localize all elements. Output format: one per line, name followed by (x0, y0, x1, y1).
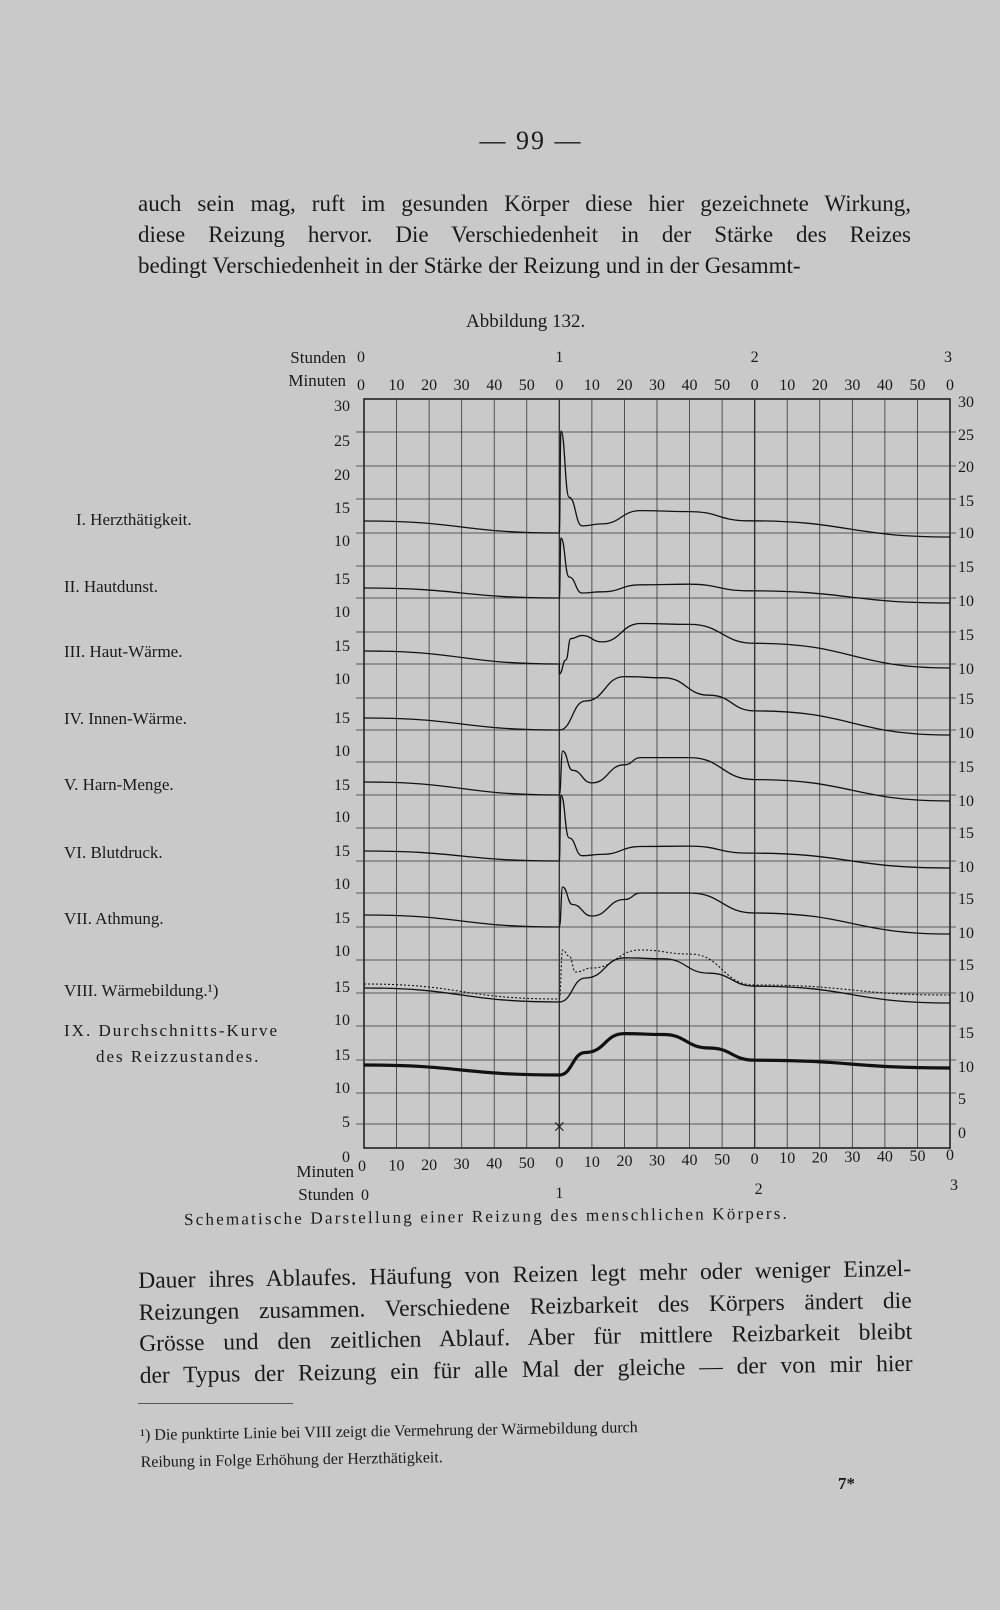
y-tick-label-left: 10 (334, 671, 350, 688)
y-tick-label-right: 5 (958, 1091, 966, 1108)
y-tick-label-left: 25 (334, 433, 350, 450)
series-label: I. Herzthätigkeit. (76, 510, 192, 529)
text-line: diese Reizung hervor. Die Verschiedenheit in der Stärke des Reizes (138, 222, 911, 247)
footnote-line: Reibung in Folge Erhöhung der Herzthätigkeit. (140, 1449, 443, 1471)
text-line: Reizungen zusammen. Verschiedene Reizbarkeit des Körpers ändert die (138, 1287, 912, 1326)
bottom-minutes-tick: 20 (616, 1153, 633, 1171)
figure-title: Abbildung 132. (466, 311, 586, 332)
bottom-minutes-tick: 10 (583, 1153, 600, 1171)
top-minutes-tick: 0 (946, 377, 954, 394)
series-label: IV. Innen-Wärme. (64, 709, 187, 728)
top-minutes-tick: 50 (714, 377, 731, 394)
bottom-hours-tick: 0 (361, 1187, 369, 1204)
y-tick-label-right: 30 (958, 394, 974, 411)
series-label: II. Hautdunst. (64, 577, 158, 596)
top-minutes-tick: 0 (555, 377, 564, 394)
top-minutes-tick: 20 (811, 377, 828, 394)
y-tick-label-left: 15 (334, 500, 350, 517)
y-tick-label-right: 15 (958, 493, 974, 510)
y-tick-label-left: 0 (342, 1149, 350, 1166)
top-minutes-tick: 40 (876, 377, 893, 394)
y-tick-label-right: 10 (958, 1059, 974, 1076)
top-minutes-tick: 10 (779, 377, 796, 394)
top-hours-tick: 2 (750, 349, 759, 366)
y-tick-label-left: 15 (334, 1047, 350, 1064)
top-minutes-tick: 30 (649, 377, 665, 394)
series-label-line2: des Reizzustandes. (96, 1047, 261, 1066)
bottom-minutes-tick: 50 (909, 1147, 926, 1165)
y-tick-label-right: 15 (958, 957, 974, 974)
y-tick-label-left: 5 (342, 1114, 350, 1131)
y-tick-label-left: 15 (334, 979, 350, 996)
top-minutes-tick: 10 (583, 377, 600, 394)
bottom-minutes-tick: 50 (518, 1155, 535, 1172)
y-tick-label-left: 15 (334, 638, 350, 655)
top-hours-tick: 0 (357, 349, 365, 366)
bottom-minutes-tick: 50 (714, 1151, 731, 1169)
top-minutes-tick: 50 (909, 377, 926, 394)
bottom-minutes-tick: 0 (358, 1158, 366, 1175)
top-minutes-label: Minuten (288, 371, 346, 390)
stimulus-marker: × (553, 1114, 566, 1139)
y-tick-label-right: 15 (958, 559, 974, 576)
y-tick-label-left: 10 (334, 533, 350, 550)
series-label: V. Harn-Menge. (64, 775, 174, 794)
y-tick-label-right: 10 (958, 793, 974, 810)
bottom-hours-tick: 1 (555, 1185, 564, 1202)
y-tick-label-right: 10 (958, 525, 974, 542)
top-minutes-tick: 20 (616, 377, 633, 394)
series-label: III. Haut-Wärme. (64, 642, 183, 661)
y-tick-label-right: 10 (958, 989, 974, 1006)
bottom-minutes-tick: 30 (453, 1156, 470, 1174)
top-minutes-tick: 50 (518, 377, 535, 394)
y-tick-label-left: 30 (334, 398, 350, 415)
text-line: der Typus der Reizung ein für alle Mal der gleiche — der von mir hier (139, 1350, 913, 1389)
bottom-minutes-tick: 10 (388, 1157, 405, 1175)
y-tick-label-right: 20 (958, 459, 974, 476)
text-line: bedingt Verschiedenheit in der Stärke der Reizung und in der Gesammt- (138, 253, 801, 278)
text-line: auch sein mag, ruft im gesunden Körper diese hier gezeichnete Wirkung, (138, 191, 911, 216)
series-label: VIII. Wärmebildung.¹) (64, 981, 219, 1000)
y-tick-label-right: 0 (958, 1125, 966, 1142)
top-minutes-tick: 30 (844, 377, 861, 394)
y-tick-label-right: 10 (958, 593, 974, 610)
y-tick-label-right: 10 (958, 725, 974, 742)
y-tick-label-right: 10 (958, 661, 974, 678)
bottom-minutes-tick: 40 (486, 1155, 503, 1173)
y-tick-label-left: 10 (334, 1080, 350, 1097)
bottom-minutes-tick: 0 (555, 1154, 564, 1172)
figure-caption: Schematische Darstellung einer Reizung des menschlichen Körpers. (184, 1203, 790, 1229)
bottom-minutes-tick: 30 (649, 1152, 665, 1170)
series-label: VII. Athmung. (64, 909, 164, 928)
y-tick-label-left: 10 (334, 604, 350, 621)
bottom-minutes-tick: 0 (750, 1150, 759, 1168)
top-minutes-tick: 0 (357, 377, 365, 394)
y-tick-label-right: 15 (958, 891, 974, 908)
y-tick-label-right: 10 (958, 925, 974, 942)
y-tick-label-right: 10 (958, 859, 974, 876)
top-minutes-tick: 20 (421, 377, 438, 394)
y-tick-label-left: 15 (334, 571, 350, 588)
bottom-hours-tick: 3 (950, 1177, 958, 1194)
bottom-minutes-tick: 0 (946, 1147, 954, 1165)
top-hours-tick: 1 (555, 349, 564, 366)
footnote (140, 1410, 911, 1476)
y-tick-label-left: 15 (334, 777, 350, 794)
top-minutes-tick: 10 (388, 377, 405, 394)
y-tick-label-right: 25 (958, 427, 974, 444)
y-tick-label-right: 15 (958, 691, 974, 708)
y-tick-label-left: 10 (334, 809, 350, 826)
signature-mark: 7* (838, 1474, 855, 1493)
text-line: Dauer ihres Ablaufes. Häufung von Reizen legt mehr oder weniger Einzel- (138, 1255, 912, 1294)
paragraph-bottom (138, 1254, 913, 1392)
top-minutes-tick: 0 (750, 377, 759, 394)
y-tick-label-left: 15 (334, 910, 350, 927)
bottom-minutes-tick: 40 (681, 1152, 698, 1169)
y-tick-label-right: 15 (958, 1025, 974, 1042)
bottom-minutes-tick: 20 (421, 1156, 438, 1174)
y-tick-label-left: 20 (334, 467, 350, 484)
y-tick-label-right: 15 (958, 627, 974, 644)
y-tick-label-left: 10 (334, 943, 350, 960)
bottom-minutes-tick: 30 (844, 1149, 861, 1166)
bottom-minutes-tick: 40 (876, 1148, 893, 1166)
top-hours-tick: 3 (944, 349, 952, 366)
top-hours-label: Stunden (290, 348, 346, 367)
top-minutes-tick: 30 (453, 377, 470, 394)
y-tick-label-left: 15 (334, 710, 350, 727)
page-number: — 99 — (479, 126, 583, 155)
y-tick-label-left: 10 (334, 1012, 350, 1029)
series-label: IX. Durchschnitts-Kurve (64, 1021, 280, 1040)
y-tick-label-left: 10 (334, 743, 350, 760)
series-label: VI. Blutdruck. (64, 843, 163, 862)
footnote-rule (138, 1403, 293, 1404)
bottom-minutes-tick: 10 (779, 1150, 796, 1168)
text-line: Grösse und den zeitlichen Ablauf. Aber für mittlere Reizbarkeit bleibt (139, 1318, 913, 1357)
top-minutes-tick: 40 (486, 377, 503, 394)
y-tick-label-left: 15 (334, 843, 350, 860)
footnote-line: ¹) Die punktirte Linie bei VIII zeigt die Vermehrung der Wärmebildung durch (140, 1419, 638, 1444)
y-tick-label-right: 15 (958, 825, 974, 842)
bottom-minutes-label: Minuten (296, 1162, 354, 1181)
y-tick-label-right: 15 (958, 759, 974, 776)
bottom-minutes-tick: 20 (811, 1149, 828, 1167)
y-tick-label-left: 10 (334, 876, 350, 893)
top-minutes-tick: 40 (681, 377, 698, 394)
bottom-hours-tick: 2 (754, 1181, 763, 1198)
bottom-hours-label: Stunden (298, 1185, 354, 1204)
